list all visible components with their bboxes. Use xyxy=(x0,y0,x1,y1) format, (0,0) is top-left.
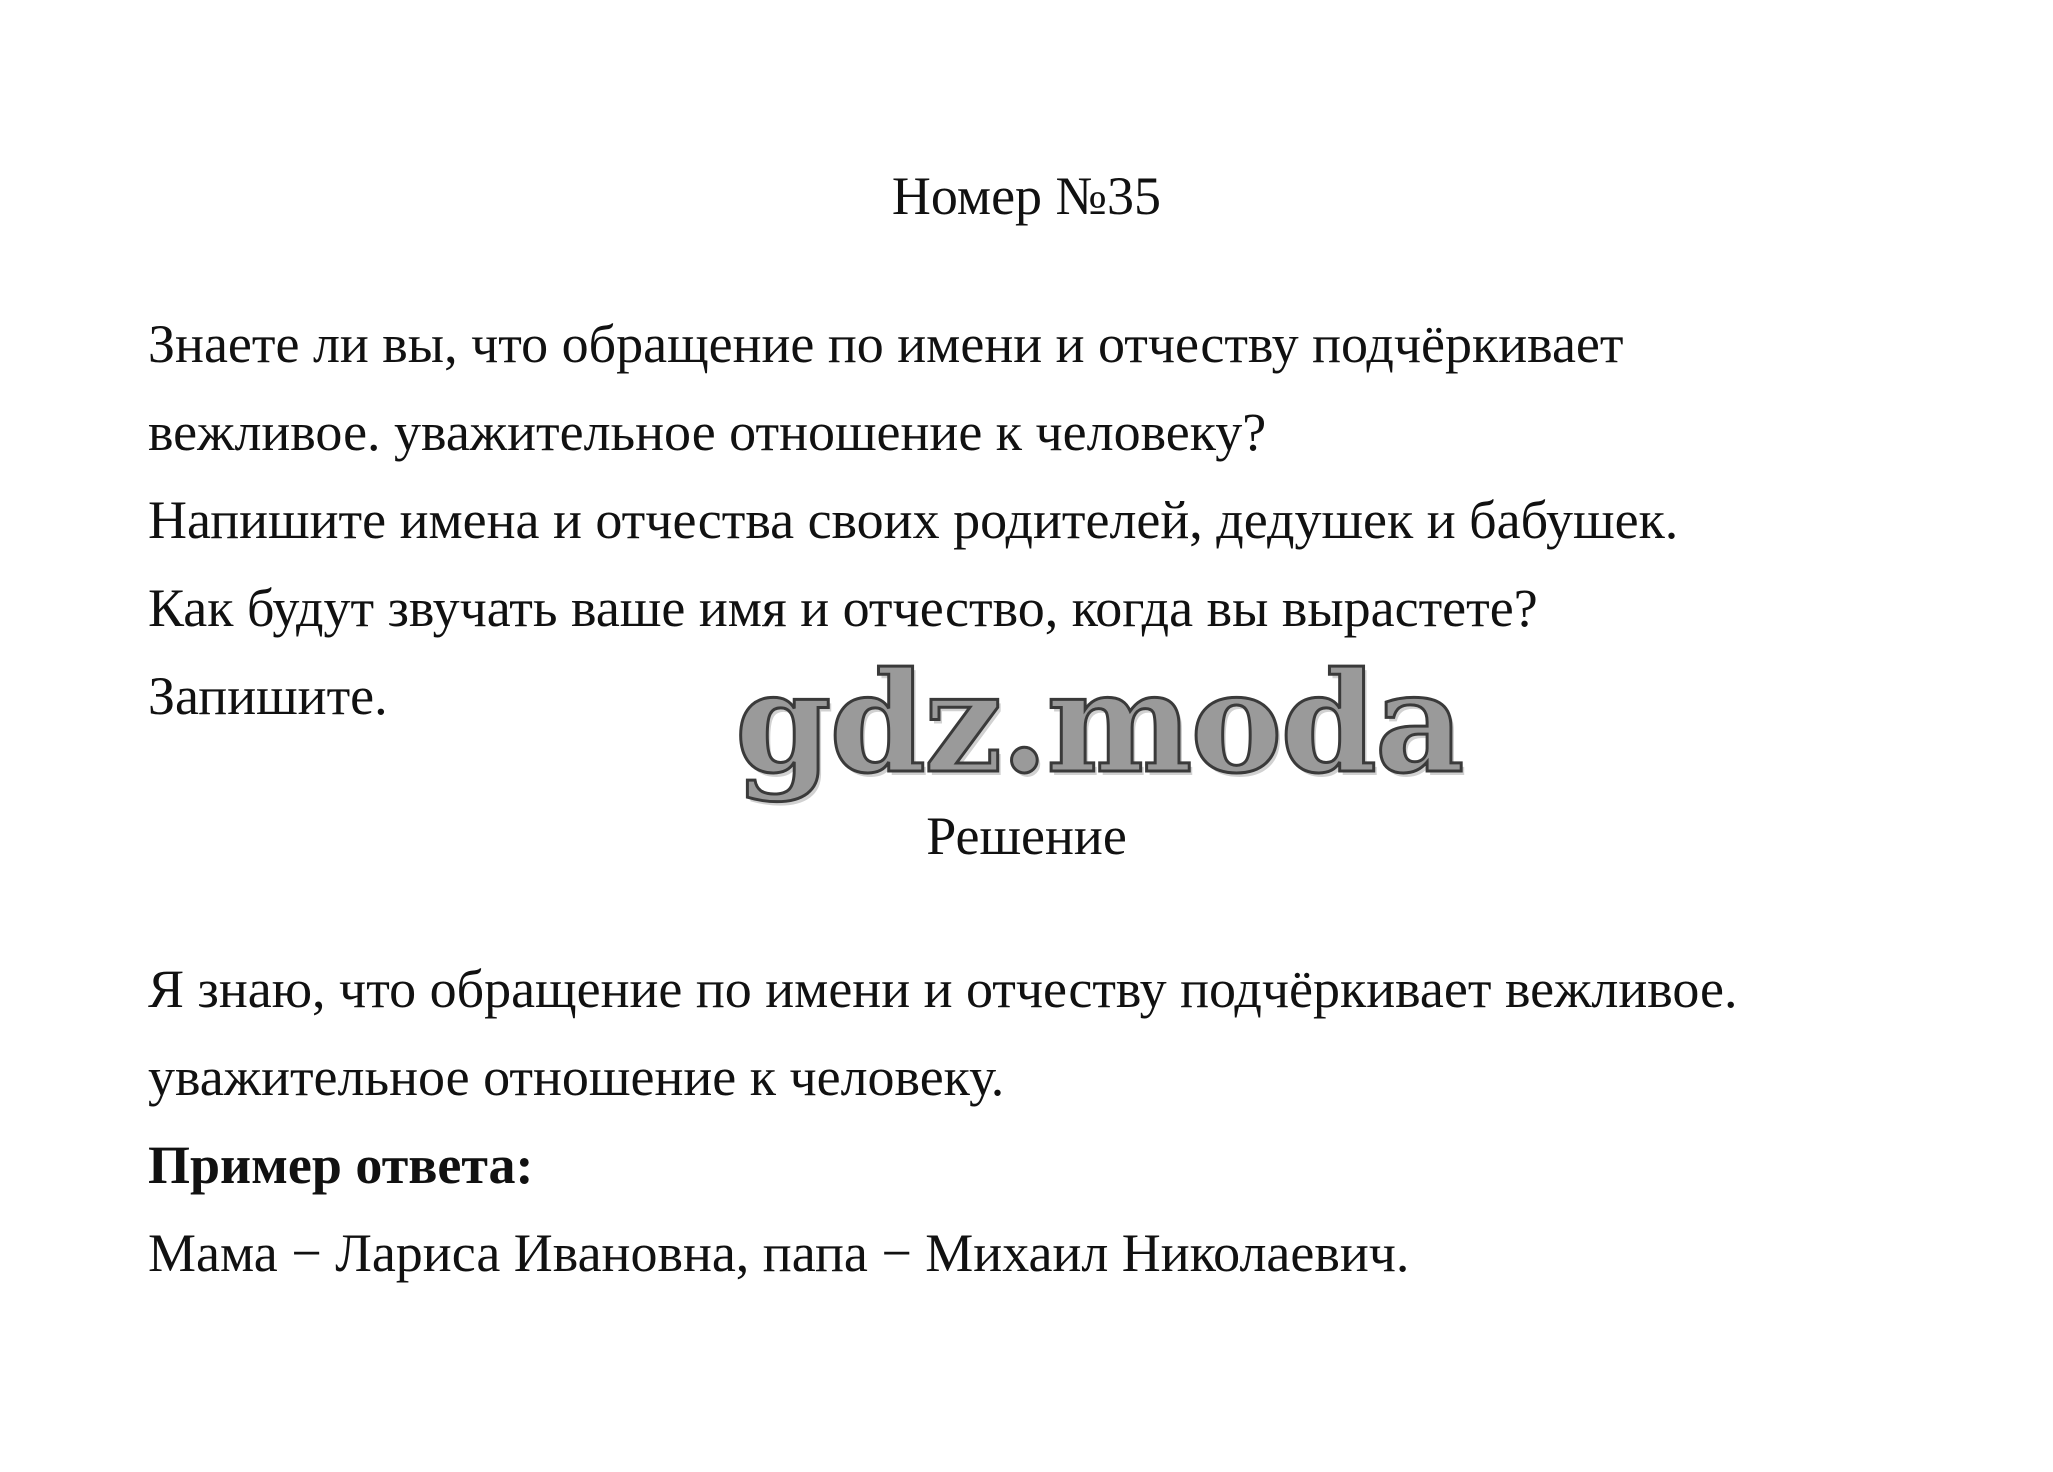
task-line: вежливое. уважительное отношение к человеку? xyxy=(148,402,1267,462)
watermark-logo: gdz.moda xyxy=(735,641,1463,804)
solution-text xyxy=(148,945,2008,1297)
solution-line: уважительное отношение к человеку. xyxy=(148,1047,1005,1107)
task-line: Запишите. xyxy=(148,666,388,726)
solution-line: Я знаю, что обращение по имени и отчеству подчёркивает вежливое. xyxy=(148,959,1738,1019)
solution-heading: Решение xyxy=(926,806,1127,866)
task-line: Напишите имена и отчества своих родителей, дедушек и бабушек. xyxy=(148,490,1679,550)
example-answer-text: Мама − Лариса Ивановна, папа − Михаил Николаевич. xyxy=(148,1223,1410,1283)
page-title: Номер №35 xyxy=(891,166,1162,226)
example-answer-label: Пример ответа: xyxy=(148,1135,534,1195)
task-line: Знаете ли вы, что обращение по имени и отчеству подчёркивает xyxy=(148,314,1624,374)
task-line: Как будут звучать ваше имя и отчество, когда вы вырастете? xyxy=(148,578,1538,638)
